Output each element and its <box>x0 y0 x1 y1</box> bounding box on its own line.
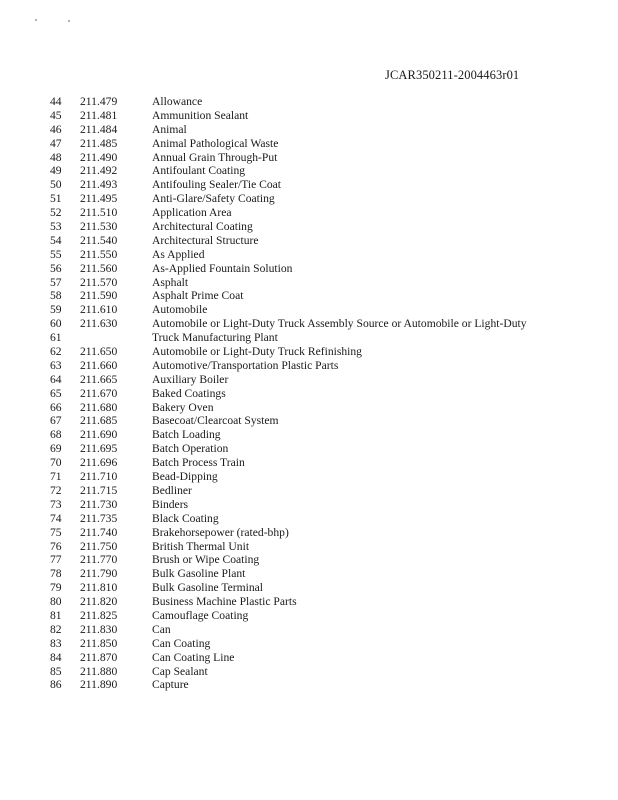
defined-term: Batch Loading <box>152 428 221 442</box>
line-number: 76 <box>50 539 62 553</box>
line-number: 63 <box>50 358 62 372</box>
section-number: 211.790 <box>80 567 118 581</box>
line-number: 68 <box>50 428 62 442</box>
defined-term: Truck Manufacturing Plant <box>152 331 278 345</box>
line-number: 59 <box>50 303 62 317</box>
defined-term: Bulk Gasoline Terminal <box>152 581 264 595</box>
line-number: 81 <box>50 608 62 622</box>
section-number: 211.540 <box>80 233 118 247</box>
defined-term: As-Applied Fountain Solution <box>152 261 293 275</box>
defined-term: Automobile <box>152 303 208 317</box>
defined-term: Annual Grain Through-Put <box>152 150 278 164</box>
defined-term: Bead-Dipping <box>152 470 218 484</box>
line-number: 47 <box>50 136 62 150</box>
section-number: 211.510 <box>80 206 118 220</box>
defined-term: Ammunition Sealant <box>152 108 249 122</box>
defined-term: Business Machine Plastic Parts <box>152 595 297 609</box>
defined-term: Allowance <box>152 95 203 108</box>
section-number: 211.730 <box>80 497 118 511</box>
line-number: 74 <box>50 511 62 525</box>
defined-term: Bedliner <box>152 483 192 497</box>
scan-speck <box>68 20 70 22</box>
defined-term: Bakery Oven <box>152 400 214 414</box>
line-number: 58 <box>50 289 62 303</box>
defined-term: Capture <box>152 678 189 692</box>
line-number: 61 <box>50 331 62 345</box>
line-number: 77 <box>50 553 62 567</box>
line-number: 75 <box>50 525 62 539</box>
section-number: 211.850 <box>80 636 118 650</box>
line-number: 70 <box>50 456 62 470</box>
section-number: 211.750 <box>80 539 118 553</box>
section-number: 211.715 <box>80 483 118 497</box>
section-number: 211.495 <box>80 192 118 206</box>
section-number: 211.650 <box>80 345 118 359</box>
section-number: 211.610 <box>80 303 118 317</box>
defined-term: As Applied <box>152 247 205 261</box>
line-number: 85 <box>50 664 62 678</box>
defined-term: Baked Coatings <box>152 386 226 400</box>
document-id: JCAR350211-2004463r01 <box>385 68 520 82</box>
line-number: 52 <box>50 206 62 220</box>
defined-term: Automotive/Transportation Plastic Parts <box>152 358 339 372</box>
section-number: 211.830 <box>80 622 118 636</box>
defined-term: Architectural Coating <box>152 220 253 234</box>
section-number: 211.530 <box>80 220 118 234</box>
line-number: 60 <box>50 317 62 331</box>
defined-term: Black Coating <box>152 511 219 525</box>
line-number: 80 <box>50 595 62 609</box>
line-number: 71 <box>50 470 62 484</box>
defined-term: Asphalt <box>152 275 189 289</box>
line-number: 82 <box>50 622 62 636</box>
section-number: 211.630 <box>80 317 118 331</box>
line-number: 78 <box>50 567 62 581</box>
section-number: 211.696 <box>80 456 118 470</box>
line-number: 69 <box>50 442 62 456</box>
section-number: 211.665 <box>80 372 118 386</box>
section-number: 211.695 <box>80 442 118 456</box>
section-number: 211.820 <box>80 595 118 609</box>
defined-term: Automobile or Light-Duty Truck Assembly Source or Automobile or Light-Duty <box>152 317 527 331</box>
line-number: 49 <box>50 164 62 178</box>
line-number: 46 <box>50 122 62 136</box>
defined-term: Antifoulant Coating <box>152 164 246 178</box>
scan-speck <box>35 19 37 21</box>
line-number: 86 <box>50 678 62 692</box>
section-number: 211.560 <box>80 261 118 275</box>
section-number: 211.484 <box>80 122 118 136</box>
section-number: 211.479 <box>80 95 118 108</box>
section-number: 211.670 <box>80 386 118 400</box>
line-number: 44 <box>50 95 62 108</box>
section-number: 211.810 <box>80 581 118 595</box>
section-number: 211.735 <box>80 511 118 525</box>
section-number: 211.870 <box>80 650 118 664</box>
line-number: 48 <box>50 150 62 164</box>
line-number: 62 <box>50 345 62 359</box>
defined-term: Can Coating <box>152 636 211 650</box>
section-number: 211.880 <box>80 664 118 678</box>
section-number: 211.493 <box>80 178 118 192</box>
defined-term: British Thermal Unit <box>152 539 250 553</box>
line-number: 66 <box>50 400 62 414</box>
line-number: 51 <box>50 192 62 206</box>
defined-term: Batch Operation <box>152 442 229 456</box>
line-number: 67 <box>50 414 62 428</box>
defined-term: Bulk Gasoline Plant <box>152 567 246 581</box>
defined-term: Can <box>152 622 171 636</box>
defined-term: Brush or Wipe Coating <box>152 553 260 567</box>
defined-term: Can Coating Line <box>152 650 235 664</box>
defined-term: Batch Process Train <box>152 456 245 470</box>
line-number: 57 <box>50 275 62 289</box>
line-number: 72 <box>50 483 62 497</box>
defined-term: Animal Pathological Waste <box>152 136 279 150</box>
defined-term: Antifouling Sealer/Tie Coat <box>152 178 282 192</box>
defined-term: Brakehorsepower (rated-bhp) <box>152 525 289 539</box>
section-number: 211.590 <box>80 289 118 303</box>
line-number: 73 <box>50 497 62 511</box>
section-number: 211.680 <box>80 400 118 414</box>
defined-term: Architectural Structure <box>152 233 259 247</box>
section-number: 211.690 <box>80 428 118 442</box>
defined-term: Animal <box>152 122 187 136</box>
line-number: 79 <box>50 581 62 595</box>
line-number: 64 <box>50 372 62 386</box>
defined-term: Binders <box>152 497 189 511</box>
section-number: 211.890 <box>80 678 118 692</box>
section-number: 211.825 <box>80 608 118 622</box>
line-number: 84 <box>50 650 62 664</box>
defined-term: Asphalt Prime Coat <box>152 289 244 303</box>
defined-term: Anti-Glare/Safety Coating <box>152 192 275 206</box>
defined-term: Camouflage Coating <box>152 608 249 622</box>
line-number: 65 <box>50 386 62 400</box>
section-number: 211.481 <box>80 108 118 122</box>
section-number: 211.660 <box>80 358 118 372</box>
line-number: 53 <box>50 220 62 234</box>
section-number: 211.740 <box>80 525 118 539</box>
section-number: 211.490 <box>80 150 118 164</box>
section-number: 211.570 <box>80 275 118 289</box>
line-number: 83 <box>50 636 62 650</box>
section-number: 211.710 <box>80 470 118 484</box>
defined-term: Basecoat/Clearcoat System <box>152 414 279 428</box>
section-number: 211.770 <box>80 553 118 567</box>
defined-term: Auxiliary Boiler <box>152 372 229 386</box>
line-number: 45 <box>50 108 62 122</box>
defined-term: Automobile or Light-Duty Truck Refinishing <box>152 345 362 359</box>
section-number: 211.485 <box>80 136 118 150</box>
section-number: 211.492 <box>80 164 118 178</box>
line-number: 56 <box>50 261 62 275</box>
section-number: 211.550 <box>80 247 118 261</box>
defined-term: Cap Sealant <box>152 664 208 678</box>
section-number: 211.685 <box>80 414 118 428</box>
line-number: 54 <box>50 233 62 247</box>
line-number: 50 <box>50 178 62 192</box>
line-number: 55 <box>50 247 62 261</box>
defined-term: Application Area <box>152 206 232 220</box>
